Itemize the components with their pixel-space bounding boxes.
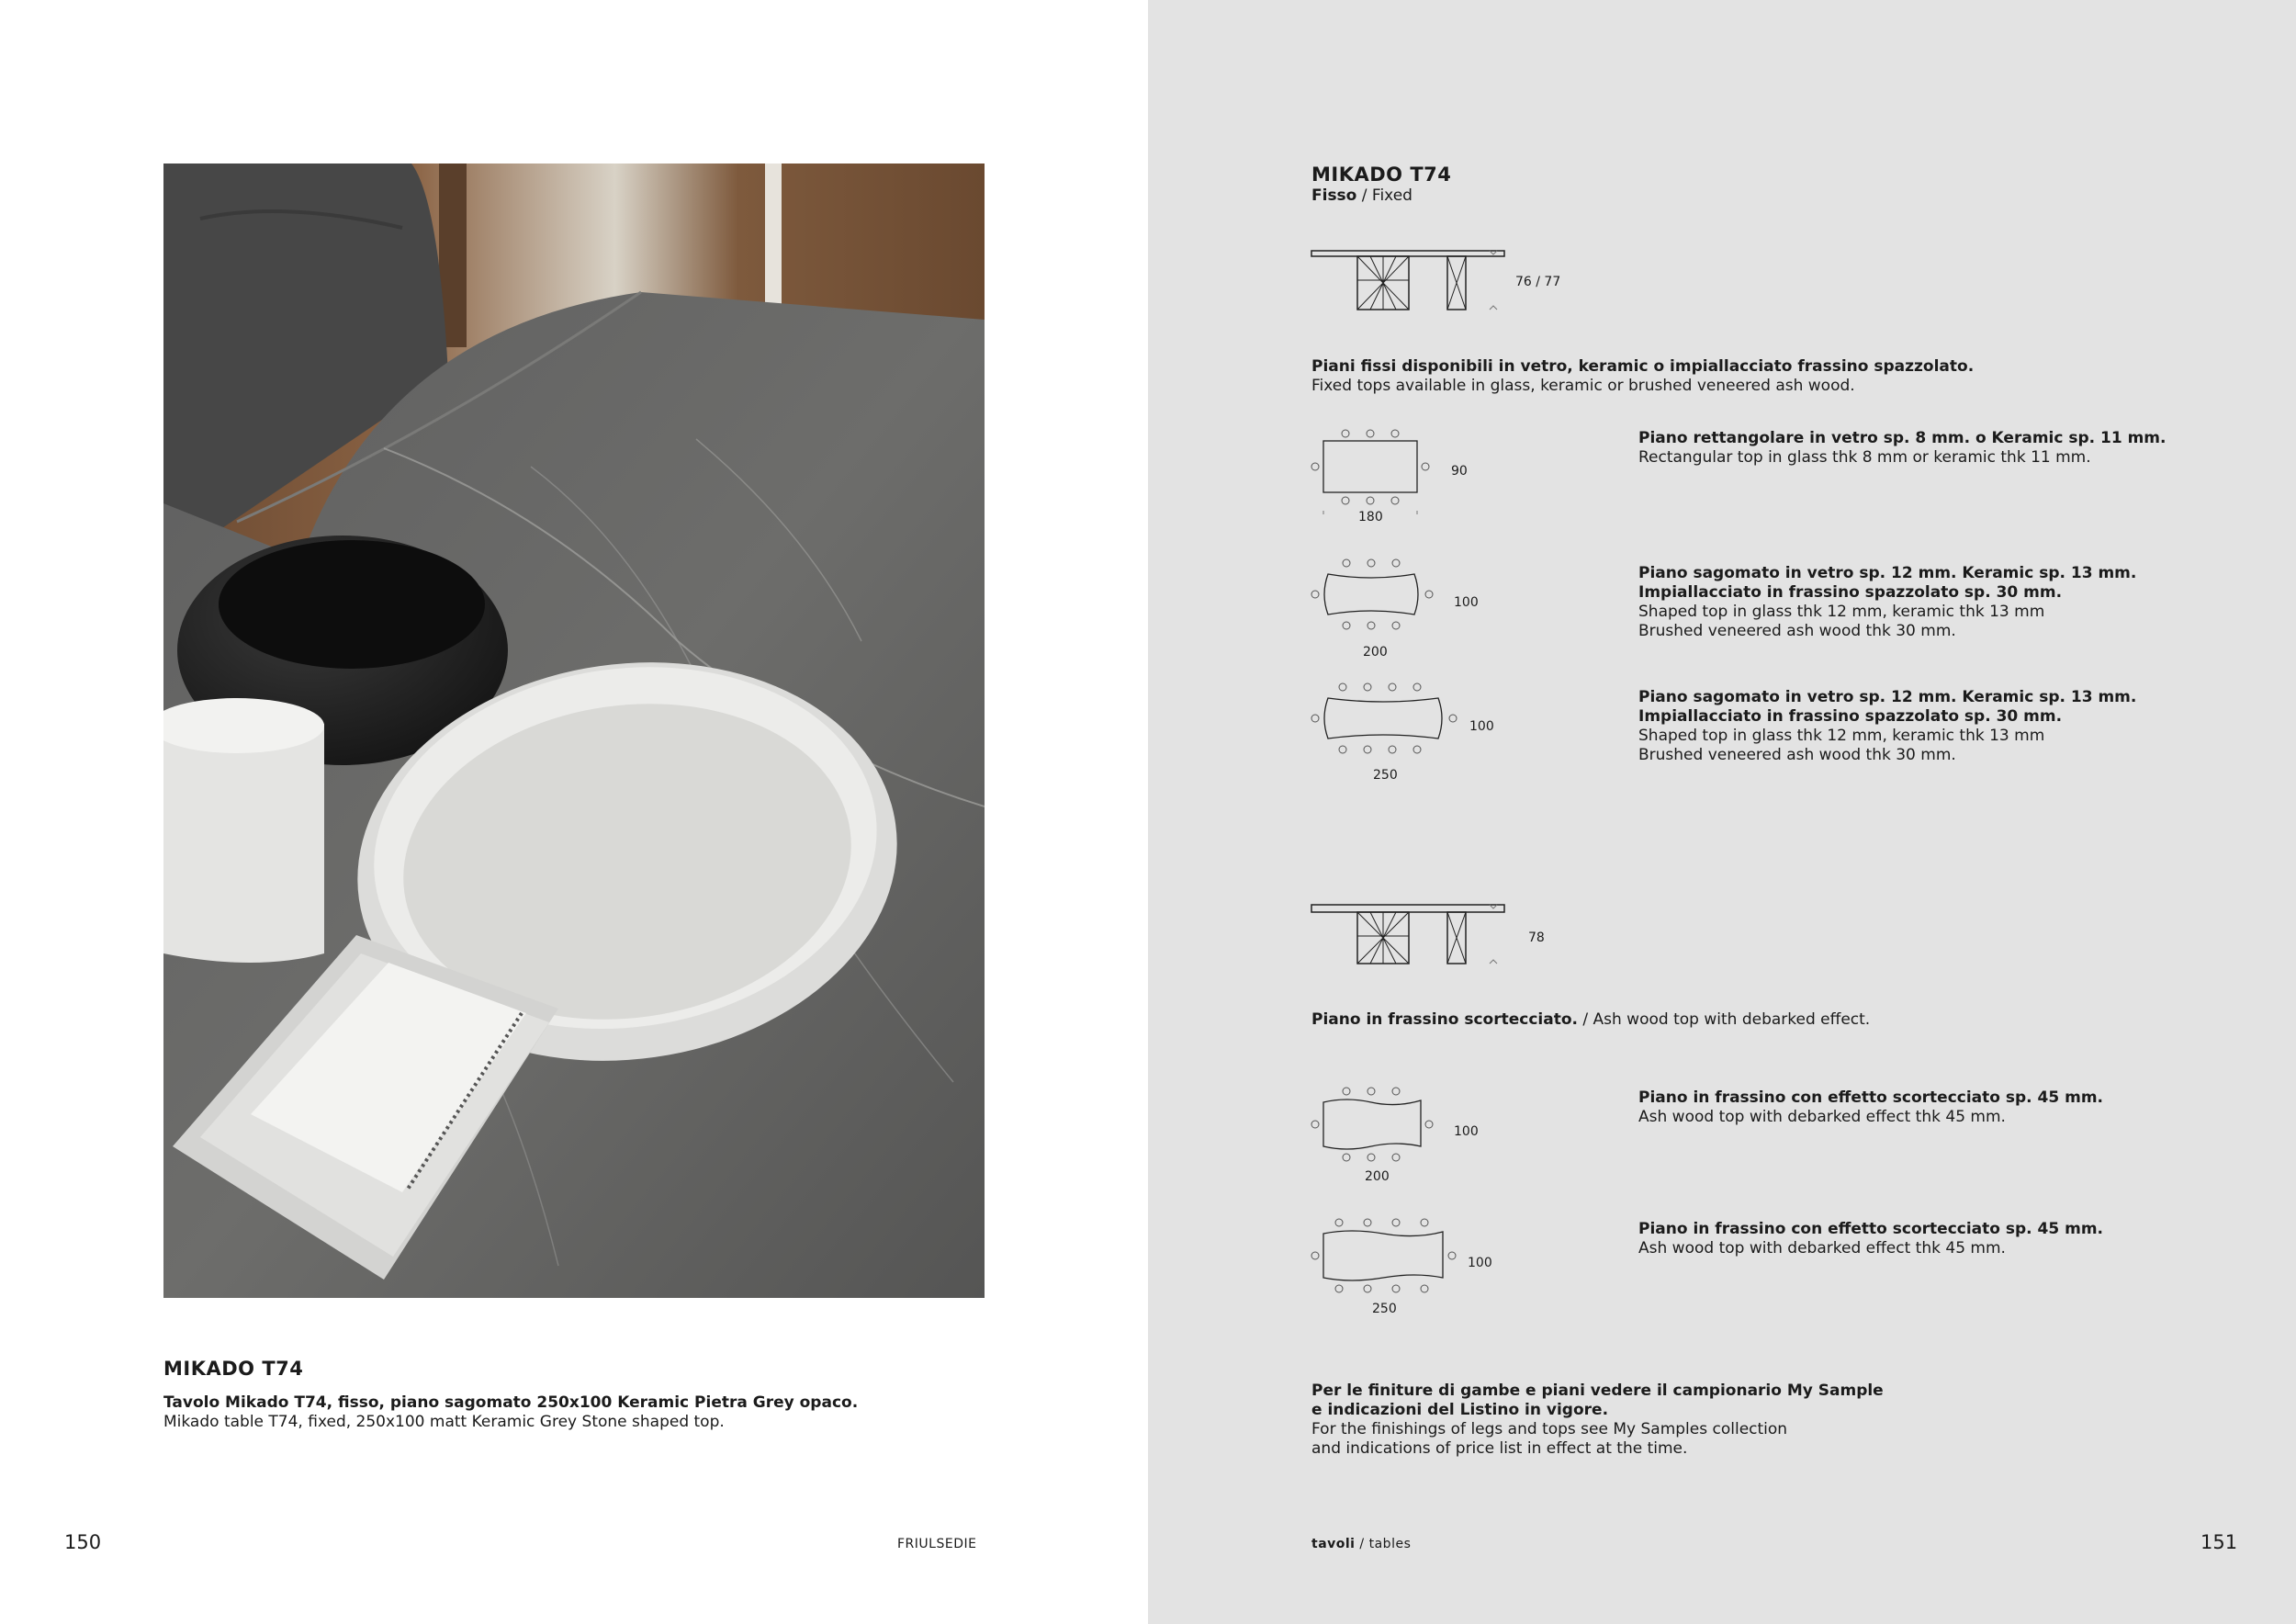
top3-en-2: Brushed veneered ash wood thk 30 mm. [1638,746,1956,764]
top2-en-2: Brushed veneered ash wood thk 30 mm. [1638,622,1956,640]
caption-title: MIKADO T74 [163,1358,304,1380]
debarked1-italian: Piano in frassino con effetto scortecciato sp. 45 mm. [1638,1088,2103,1107]
finishes-it-1: Per le finiture di gambe e piani vedere il campionario My Sample [1311,1382,1884,1400]
top2-depth: 100 [1454,595,1479,610]
debarked-sep: / [1577,1010,1593,1029]
top3-depth: 100 [1469,719,1494,734]
top1-en-1: Rectangular top in glass thk 8 mm or keramic thk 11 mm. [1638,448,2091,467]
top2-it-1: Piano sagomato in vetro sp. 12 mm. Keramic sp. 13 mm. [1638,564,2137,582]
debarked-intro [1311,1010,1870,1030]
debarked-english: Ash wood top with debarked effect. [1593,1010,1871,1029]
top1-it-1: Piano rettangolare in vetro sp. 8 mm. o Keramic sp. 11 mm. [1638,429,2167,447]
fixed-tops-english: Fixed tops available in glass, keramic or brushed veneered ash wood. [1311,377,1855,395]
product-photo [163,164,985,1298]
brand-footer: FRIULSEDIE [897,1537,977,1551]
debarked2-english: Ash wood top with debarked effect thk 45 mm. [1638,1239,2006,1257]
caption-italian: Tavolo Mikado T74, fisso, piano sagomato 250x100 Keramic Pietra Grey opaco. [163,1393,859,1412]
footer-bold: tavoli [1311,1537,1356,1551]
right-page [1148,0,2296,1624]
subtitle-bold: Fisso [1311,186,1357,205]
debarked2-width: 250 [1372,1302,1397,1316]
debarked-italian: Piano in frassino scortecciato. [1311,1010,1578,1029]
elevation-drawing-1 [1310,243,1521,317]
finishes-en-2: and indications of price list in effect at the time. [1311,1439,1688,1458]
page-number-right: 151 [2200,1531,2238,1553]
section-footer [1311,1537,1411,1551]
elevation-drawing-2 [1310,897,1521,971]
top3-it-1: Piano sagomato in vetro sp. 12 mm. Keramic sp. 13 mm. [1638,688,2137,706]
top-plan-rect-180 [1310,424,1475,525]
top3-en-1: Shaped top in glass thk 12 mm, keramic thk 13 mm [1638,727,2045,745]
top2-width: 200 [1363,645,1388,660]
footer-light: tables [1368,1537,1412,1551]
top2-it-2: Impiallacciato in frassino spazzolato sp. 30 mm. [1638,583,2063,602]
debarked2-italian: Piano in frassino con effetto scortecciato sp. 45 mm. [1638,1220,2103,1238]
subtitle-light: Fixed [1371,186,1412,205]
top-plan-shaped-200 [1310,556,1475,661]
finishes-it-2: e indicazioni del Listino in vigore. [1311,1401,1609,1419]
debarked1-width: 200 [1365,1169,1390,1184]
debarked1-english: Ash wood top with debarked effect thk 45 mm. [1638,1108,2006,1126]
top3-it-2: Impiallacciato in frassino spazzolato sp. 30 mm. [1638,707,2063,726]
top2-en-1: Shaped top in glass thk 12 mm, keramic thk 13 mm [1638,603,2045,621]
caption-english: Mikado table T74, fixed, 250x100 matt Keramic Grey Stone shaped top. [163,1413,725,1431]
subtitle-sep: / [1356,186,1372,205]
footer-sep: / [1355,1537,1369,1551]
top1-depth: 90 [1451,464,1468,479]
top-plan-shaped-250 [1310,680,1493,785]
page-number-left: 150 [64,1531,102,1553]
finishes-en-1: For the finishings of legs and tops see My Samples collection [1311,1420,1788,1438]
elevation1-height: 76 / 77 [1515,275,1561,289]
top-plan-debarked-200 [1310,1084,1475,1190]
top3-width: 250 [1373,768,1398,783]
debarked2-depth: 100 [1468,1256,1492,1270]
top1-width: 180 [1358,510,1383,524]
elevation2-height: 78 [1528,930,1545,945]
debarked1-depth: 100 [1454,1124,1479,1139]
product-title: MIKADO T74 [1311,164,1452,186]
product-subtitle [1311,186,1412,206]
fixed-tops-italian: Piani fissi disponibili in vetro, keramic o impiallacciato frassino spazzolato. [1311,357,1975,376]
top-plan-debarked-250 [1310,1215,1493,1321]
